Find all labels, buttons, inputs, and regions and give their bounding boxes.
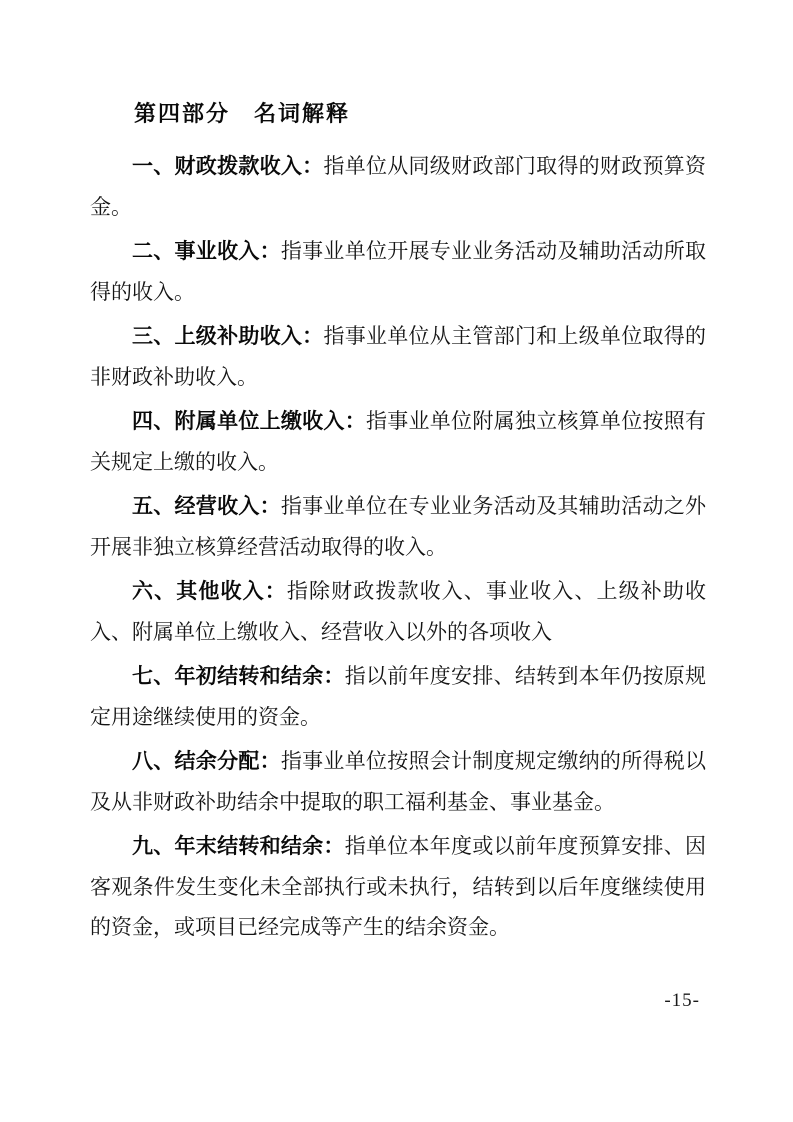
term-definition: 指单位从同级财政部门取得的财政预算资金。 (90, 154, 707, 219)
term-label: 八、结余分配： (132, 750, 281, 773)
page-number: -15- (664, 990, 700, 1011)
term-definition: 指事业单位按照会计制度规定缴纳的所得税以及从非财政补助结余中提取的职工福利基金、事业基金。 (90, 749, 707, 814)
definition-paragraph-1 (90, 146, 706, 227)
definition-paragraph-6 (90, 571, 706, 652)
term-label: 四、附属单位上缴收入： (132, 410, 366, 433)
term-label: 一、财政拨款收入： (132, 155, 324, 178)
definition-paragraph-5 (90, 486, 706, 567)
definition-paragraph-4 (90, 401, 706, 482)
term-label: 六、其他收入： (132, 580, 287, 603)
term-definition: 指以前年度安排、结转到本年仍按原规定用途继续使用的资金。 (90, 664, 707, 729)
definition-paragraph-8 (90, 741, 706, 822)
term-label: 九、年末结转和结余： (132, 835, 345, 858)
section-heading: 第四部分 名词解释 (134, 101, 351, 126)
term-definition: 指事业单位开展专业业务活动及辅助活动所取得的收入。 (90, 239, 707, 304)
term-definition: 指事业单位从主管部门和上级单位取得的非财政补助收入。 (90, 324, 707, 389)
term-definition: 指事业单位附属独立核算单位按照有关规定上缴的收入。 (90, 409, 707, 474)
term-label: 七、年初结转和结余： (132, 665, 345, 688)
term-label: 二、事业收入： (132, 240, 281, 263)
term-definition: 指事业单位在专业业务活动及其辅助活动之外开展非独立核算经营活动取得的收入。 (90, 494, 707, 559)
definition-paragraph-3 (90, 316, 706, 397)
term-definition: 指除财政拨款收入、事业收入、上级补助收入、附属单位上缴收入、经营收入以外的各项收入 (90, 579, 707, 644)
document-content (90, 94, 706, 951)
definition-paragraph-9 (90, 826, 706, 947)
term-label: 三、上级补助收入： (132, 325, 324, 348)
definition-paragraph-7 (90, 656, 706, 737)
definition-paragraph-2 (90, 231, 706, 312)
term-label: 五、经营收入： (132, 495, 281, 518)
term-definition: 指单位本年度或以前年度预算安排、因客观条件发生变化未全部执行或未执行，结转到以后年度继续使用的资金，或项目已经完成等产生的结余资金。 (90, 834, 707, 939)
